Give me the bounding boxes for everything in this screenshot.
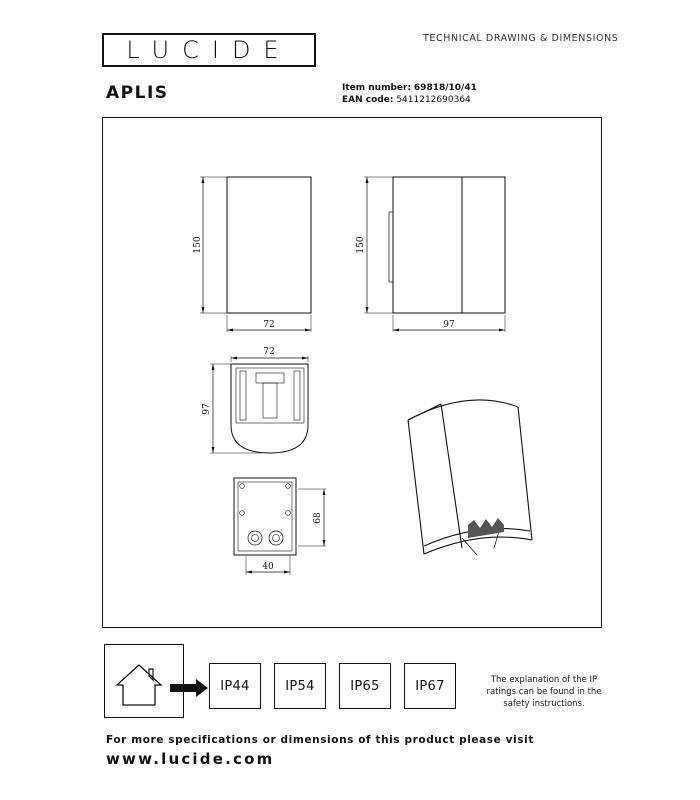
item-number-label: Item number: [342, 83, 412, 93]
brand-logo-text: LUCIDE [126, 36, 292, 64]
side-view [393, 177, 505, 313]
more-info-text: For more specifications or dimensions of this product please visit [106, 734, 534, 746]
ip-rating-badge: IP44 [209, 663, 261, 709]
front-width-label: 72 [263, 320, 275, 330]
top-width-label: 72 [263, 347, 275, 357]
product-name: APLIS [106, 83, 169, 103]
side-depth-label: 97 [443, 320, 455, 330]
ip-rating-badge: IP65 [339, 663, 391, 709]
side-height-label: 150 [356, 236, 366, 254]
item-number-value: 69818/10/41 [413, 83, 477, 93]
ean-value: 5411212690364 [396, 95, 471, 105]
front-height-label: 150 [193, 236, 203, 254]
box-width-label: 40 [262, 562, 274, 572]
website-link[interactable]: www.lucide.com [106, 750, 275, 768]
ean-label: EAN code: [342, 95, 394, 105]
mounting-box [234, 478, 296, 555]
box-height-label: 68 [313, 512, 323, 524]
ip-rating-badge: IP67 [404, 663, 456, 709]
top-depth-label: 97 [202, 403, 212, 415]
arrow-right-icon [168, 679, 210, 697]
top-view [231, 364, 308, 453]
ip-rating-badge: IP54 [274, 663, 326, 709]
ip-ratings-note: The explanation of the IP ratings can be found in the safety instructions. [486, 675, 602, 709]
front-view [227, 177, 311, 313]
document-type: TECHNICAL DRAWING & DIMENSIONS [423, 33, 619, 44]
